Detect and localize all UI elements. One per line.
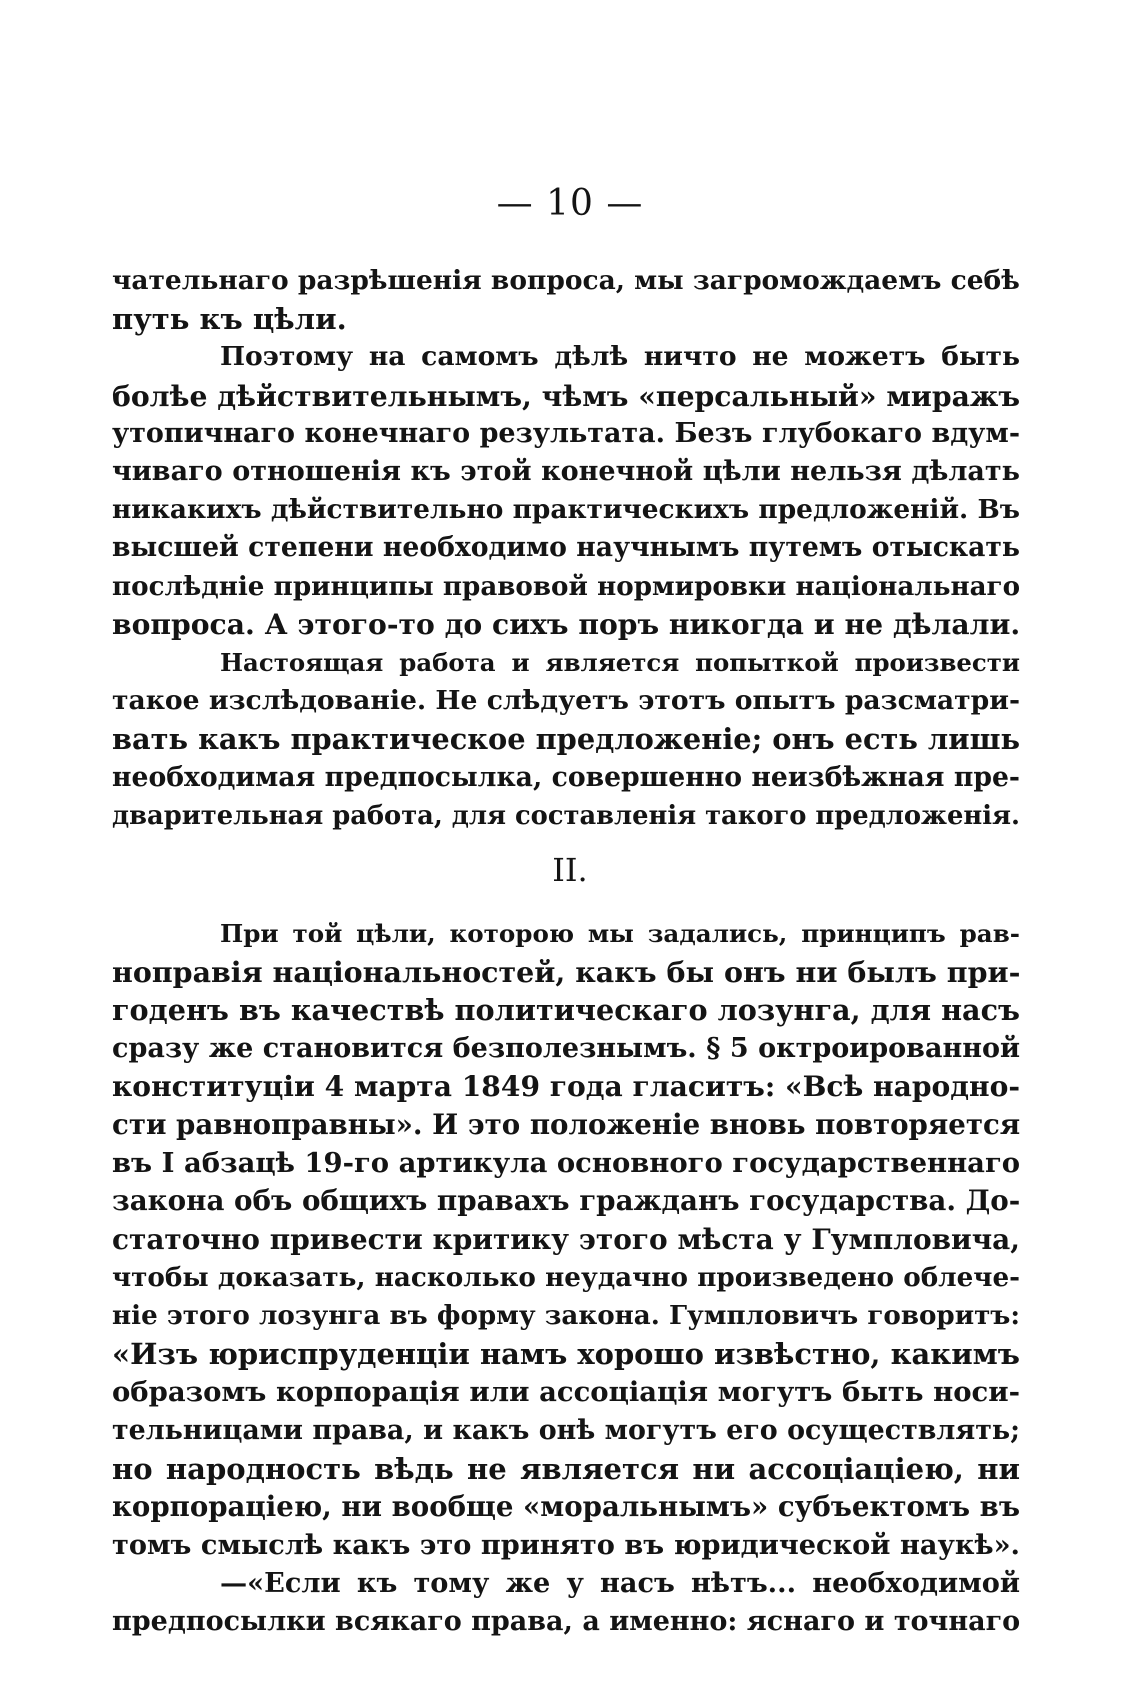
section-heading: II.: [552, 851, 588, 889]
text-line: Настоящая работа и является попыткой произвести: [220, 648, 1020, 678]
text-line: необходимая предпосылка, совершенно неизбѣжная пре-: [112, 761, 1020, 793]
text-line: предпосылки всякаго права, а именно: яснаго и точнаго: [112, 1605, 1021, 1637]
text-line: тельницами права, и какъ онѣ могутъ его осуществлять;: [112, 1414, 1020, 1446]
text-line: такое изслѣдованіе. Не слѣдуетъ этотъ опытъ разсматри-: [112, 685, 1020, 717]
text-line: корпораціею, ни вообще «моральнымъ» субъектомъ въ: [112, 1490, 1020, 1524]
text-line: томъ смыслѣ какъ это принято въ юридической наукѣ».: [112, 1529, 1020, 1562]
section-two-text: [112, 915, 1020, 1641]
section-one-text: [112, 262, 1020, 835]
text-line: утопичнаго конечнаго результата. Безъ глубокаго вдум-: [112, 417, 1020, 449]
text-line: При той цѣли, которою мы задались, принципъ рав-: [220, 919, 1020, 948]
text-line: никакихъ дѣйствительно практическихъ предложеній. Въ: [112, 494, 1020, 526]
text-line: образомъ корпорація или ассоціація могутъ быть носи-: [112, 1376, 1020, 1409]
text-line: закона объ общихъ правахъ гражданъ государства. До-: [112, 1184, 1021, 1218]
text-line: чиваго отношенія къ этой конечной цѣли нельзя дѣлать: [112, 456, 1020, 488]
text-line: сразу же становится безполезнымъ. § 5 октроированной: [112, 1032, 1020, 1064]
text-line: чательнаго разрѣшенія вопроса, мы загромождаемъ себѣ: [112, 265, 1020, 296]
text-line: конституціи 4 марта 1849 года гласитъ: «Всѣ народно-: [112, 1069, 1021, 1103]
text-line: послѣдніе принципы правовой нормировки національнаго: [112, 570, 1020, 602]
text-line: «Изъ юриспруденціи намъ хорошо извѣстно, какимъ: [112, 1337, 1020, 1372]
text-line: но народность вѣдь не является ни ассоціаціею, ни: [112, 1451, 1020, 1486]
text-line: сти равноправны». И это положеніе вновь повторяется: [112, 1108, 1021, 1142]
text-line: вопроса. А этого-то до сихъ поръ никогда и не дѣлали.: [112, 607, 1021, 641]
text-line: вать какъ практическое предложеніе; онъ есть лишь: [112, 722, 1021, 757]
text-line: болѣе дѣйствительнымъ, чѣмъ «персальный» миражъ: [112, 378, 1021, 413]
text-line: въ I абзацѣ 19-го артикула основного государственнаго: [112, 1147, 1021, 1180]
text-line: Поэтому на самомъ дѣлѣ ничто не можетъ быть: [220, 341, 1020, 373]
text-line: статочно привести критику этого мѣста у Гумпловича,: [112, 1222, 1020, 1256]
text-line: чтобы доказать, насколько неудачно произведено облече-: [112, 1261, 1020, 1293]
text-line: дварительная работа, для составленія такого предложенія.: [112, 800, 1020, 831]
text-line: путь къ цѣли.: [112, 302, 347, 337]
text-line: годенъ въ качествѣ политическаго лозунга, для насъ: [112, 993, 1020, 1028]
text-line: ноправія національностей, какъ бы онъ ни былъ при-: [112, 955, 1021, 990]
page-number: — 10 —: [496, 183, 644, 224]
text-line: —«Если къ тому же у насъ нѣтъ... необходимой: [220, 1567, 1020, 1600]
text-line: высшей степени необходимо научнымъ путемъ отыскать: [112, 532, 1020, 564]
text-line: ніе этого лозунга въ форму закона. Гумпловичъ говоритъ:: [112, 1300, 1020, 1332]
